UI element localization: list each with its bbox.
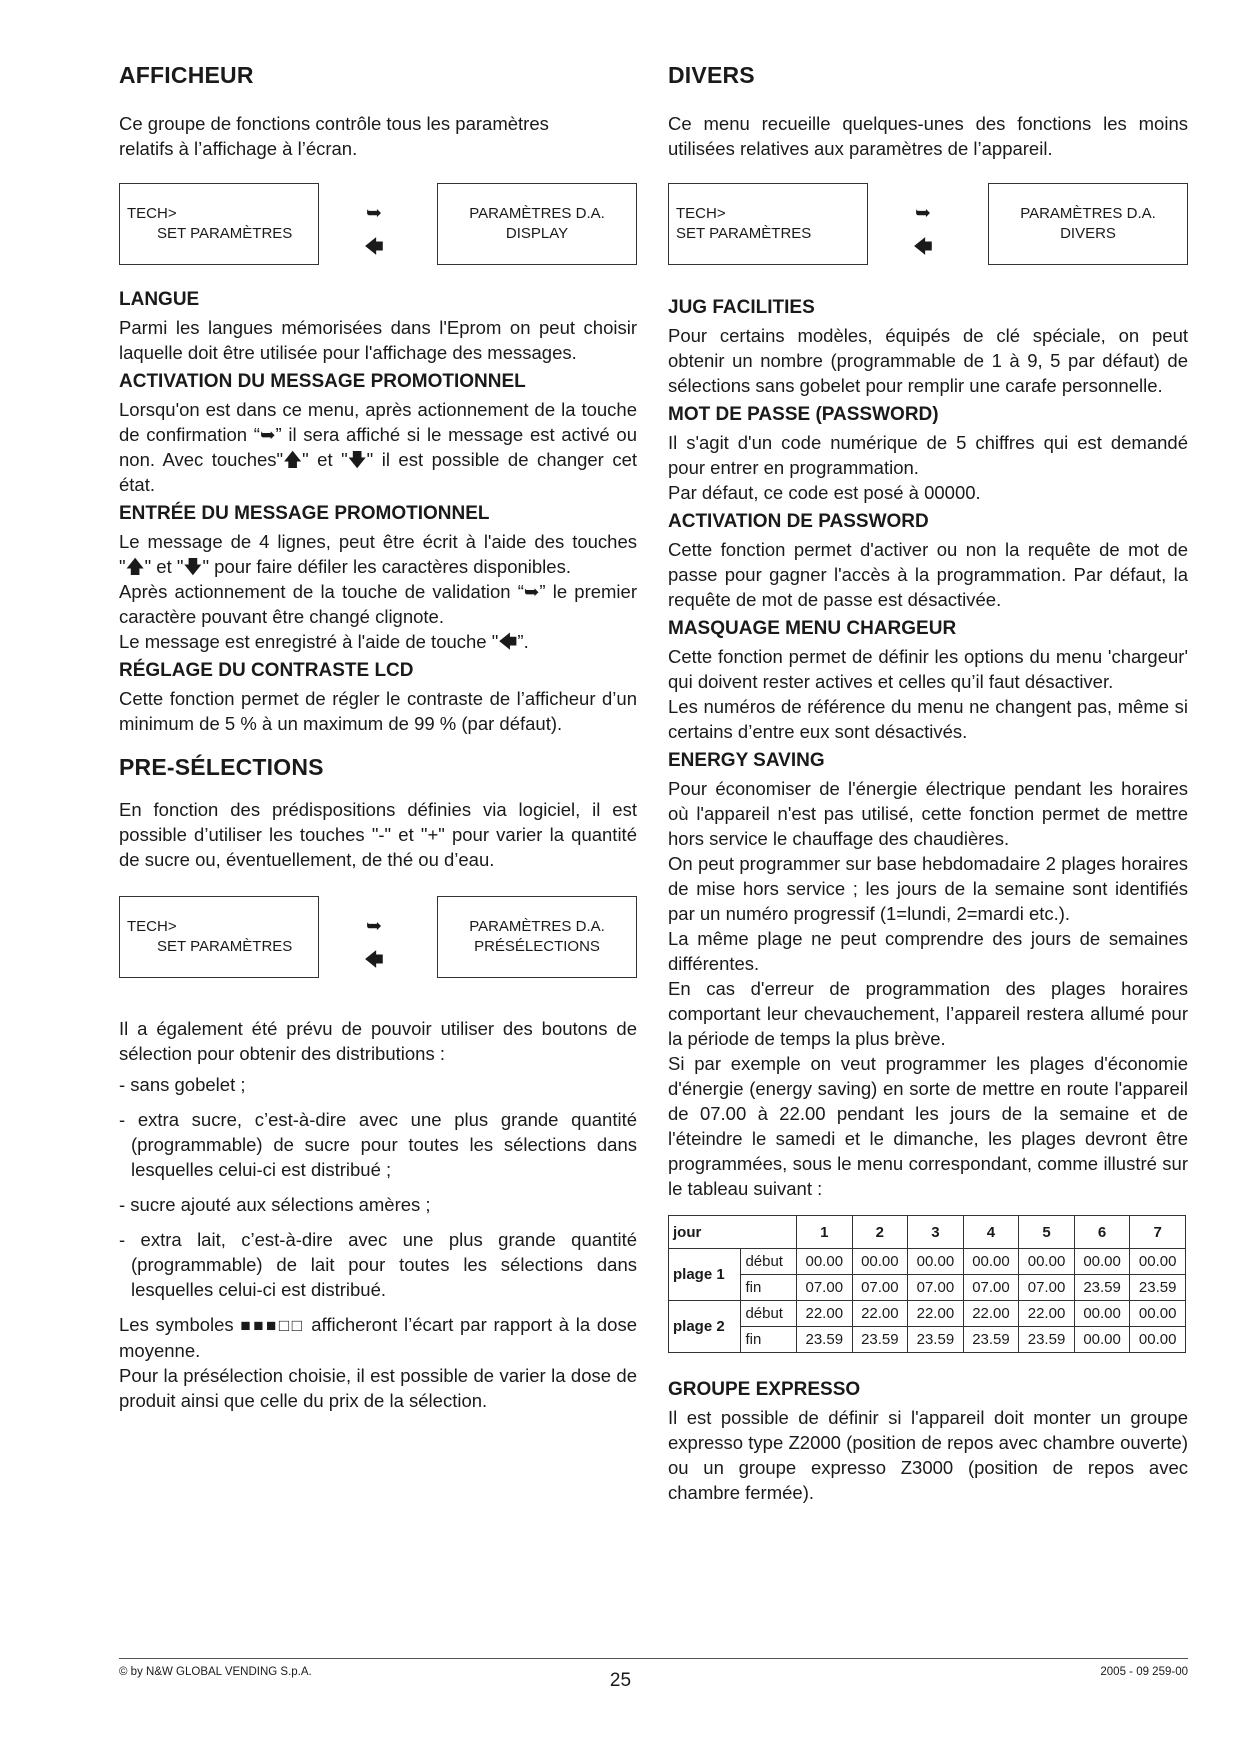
heading-act-password: ACTIVATION DE PASSWORD <box>668 511 929 532</box>
page-number: 25 <box>609 1670 632 1691</box>
text-preselections-b: Pour la présélection choisie, il est possible de varier la dose de produit ainsi que celle du prix de la sélection. <box>119 1365 637 1411</box>
row-label: début <box>741 1301 797 1327</box>
energy-para: En cas d'erreur de programmation des plages horaires comportant leur chevauchement, l’appareil restera allumé pour la période de temps la plus brève. <box>668 978 1188 1049</box>
table-header-day: 1 <box>797 1216 853 1249</box>
text-langue: Parmi les langues mémorisées dans l'Eprom on peut choisir laquelle doit être utilisée pour l'affichage des messages. <box>119 317 637 363</box>
table-cell: 00.00 <box>963 1249 1019 1275</box>
arrow-back-icon: 🡄 <box>913 237 933 258</box>
divers-intro: Ce menu recueille quelques-unes des fonctions les moins utilisées relatives aux paramètres de l’appareil. <box>668 113 1188 159</box>
table-cell: 07.00 <box>1019 1275 1075 1301</box>
text-symbols <box>119 1312 637 1363</box>
footer-rule <box>119 1658 1188 1659</box>
menu-box-params-line1: PARAMÈTRES D.A. <box>469 918 605 935</box>
afficheur-intro-line-1: Ce groupe de fonctions contrôle tous les paramètres <box>119 113 549 134</box>
arrow-enter-icon: ➥ <box>366 916 382 937</box>
afficheur-intro-line-2: relatifs à l’affichage à l’écran. <box>119 138 358 159</box>
text-jug: Pour certains modèles, équipés de clé spéciale, on peut obtenir un nombre (programmable de 1 à 9, 5 par défaut) de sélections sans gobelet pour remplir une carafe personnelle. <box>668 325 1188 396</box>
footer-doc-code: 2005 - 09 259-00 <box>1100 1666 1188 1678</box>
password-text1: Il s'agit d'un code numérique de 5 chiffres qui est demandé pour entrer en programmation. <box>668 432 1188 478</box>
table-cell: 23.59 <box>963 1327 1019 1353</box>
energy-schedule-table <box>668 1215 1186 1353</box>
table-cell: 23.59 <box>1074 1275 1130 1301</box>
menu-box-tech-line2: SET PARAMÈTRES <box>157 938 293 955</box>
list-item: - sucre ajouté aux sélections amères ; <box>119 1194 431 1215</box>
table-cell: 00.00 <box>1130 1301 1186 1327</box>
text-entree-promo <box>119 529 637 654</box>
arrow-back-icon: 🡄 <box>364 950 384 971</box>
table-header-day: 4 <box>963 1216 1019 1249</box>
distribution-list <box>119 1072 637 1302</box>
table-cell: 00.00 <box>1074 1249 1130 1275</box>
table-cell: 23.59 <box>797 1327 853 1353</box>
text-preselections-a: Il a également été prévu de pouvoir utiliser des boutons de sélection pour obtenir des distributions : <box>119 1018 637 1064</box>
list-item: - extra lait, c’est-à-dire avec une plus grande quantité (programmable) de lait pour toutes les sélections dans lesquelles celui-ci est distribué. <box>119 1229 637 1300</box>
table-cell: 23.59 <box>1019 1327 1075 1353</box>
heading-jug: JUG FACILITIES <box>668 297 815 318</box>
menu-box-params-line1: PARAMÈTRES D.A. <box>469 205 605 222</box>
menu-box-params-line2: DIVERS <box>1060 225 1116 242</box>
heading-expresso: GROUPE EXPRESSO <box>668 1379 861 1400</box>
energy-para: On peut programmer sur base hebdomadaire 2 plages horaires de mise hors service ; les jours de la semaine sont identifiés par un numéro progressif (1=lundi, 2=mardi etc.). <box>668 853 1188 924</box>
menu-arrows <box>364 197 384 265</box>
list-item: - extra sucre, c’est-à-dire avec une plus grande quantité (programmable) de sucre pour toutes les sélections dans lesquelles celui-ci est distribué ; <box>119 1109 637 1180</box>
energy-para: Si par exemple on veut programmer les plages d'économie d'énergie (energy saving) en sorte de mettre en route l'appareil de 07.00 à 22.00 pendant les jours de la semaine et de l'éteindre le samedi et le dimanche, les plages devront être programmées, sous le menu correspondant, comme illustré sur le tableau suivant : <box>668 1053 1188 1199</box>
menu-box-tech-line1: TECH> <box>127 205 177 222</box>
table-cell: 00.00 <box>852 1249 908 1275</box>
heading-contraste: RÉGLAGE DU CONTRASTE LCD <box>119 660 414 681</box>
table-cell: 07.00 <box>963 1275 1019 1301</box>
table-header-jour: jour <box>669 1216 797 1249</box>
heading-energy: ENERGY SAVING <box>668 750 825 771</box>
table-cell: 00.00 <box>1019 1249 1075 1275</box>
table-row <box>669 1327 1186 1353</box>
afficheur-intro <box>119 111 637 161</box>
section-title-divers: DIVERS <box>668 62 755 88</box>
menu-arrows <box>364 910 384 978</box>
energy-para: Pour économiser de l'énergie électrique pendant les horaires où l'appareil n'est pas utilisé, cette fonction permet de mettre hors service le chauffage des chaudières. <box>668 778 1188 849</box>
menu-box-params-line2: PRÉSÉLECTIONS <box>474 938 600 955</box>
table-header-day: 5 <box>1019 1216 1075 1249</box>
menu-box-tech-line1: TECH> <box>676 205 726 222</box>
heading-password: MOT DE PASSE (PASSWORD) <box>668 404 939 425</box>
table-cell: 00.00 <box>1130 1249 1186 1275</box>
menu-box-params <box>988 183 1188 265</box>
table-cell: 22.00 <box>908 1301 964 1327</box>
arrow-enter-icon: ➥ <box>366 203 382 224</box>
menu-box-params <box>437 896 637 978</box>
menu-box-tech <box>119 896 319 978</box>
footer-copyright: © by N&W GLOBAL VENDING S.p.A. <box>119 1666 312 1678</box>
menu-box-tech <box>668 183 868 265</box>
table-cell: 00.00 <box>1074 1301 1130 1327</box>
table-row <box>669 1275 1186 1301</box>
password-text2: Par défaut, ce code est posé à 00000. <box>668 482 981 503</box>
table-cell: 00.00 <box>1130 1327 1186 1353</box>
table-cell: 23.59 <box>1130 1275 1186 1301</box>
entree-promo-text1: Le message de 4 lignes, peut être écrit à l'aide des touches "🡅" et "🡇" pour faire défiler les caractères disponibles. <box>119 531 637 577</box>
menu-box-params-line2: DISPLAY <box>505 225 569 242</box>
symbols-before: Les symboles <box>119 1314 234 1335</box>
heading-masquage: MASQUAGE MENU CHARGEUR <box>668 618 957 639</box>
heading-entree-promo: ENTRÉE DU MESSAGE PROMOTIONNEL <box>119 503 490 524</box>
table-header-day: 7 <box>1130 1216 1186 1249</box>
table-cell: 23.59 <box>852 1327 908 1353</box>
symbols-after: afficheront l’écart par rapport à la dose moyenne. <box>119 1314 637 1361</box>
entree-promo-text2: Après actionnement de la touche de validation “➥” le premier caractère pouvant être changé clignote. <box>119 581 637 627</box>
table-cell: 22.00 <box>1019 1301 1075 1327</box>
table-cell: 00.00 <box>1074 1327 1130 1353</box>
heading-activation-promo: ACTIVATION DU MESSAGE PROMOTIONNEL <box>119 371 526 392</box>
heading-langue: LANGUE <box>119 289 200 310</box>
section-title-afficheur: AFFICHEUR <box>119 62 254 88</box>
row-label: début <box>741 1249 797 1275</box>
table-row <box>669 1249 1186 1275</box>
menu-box-params <box>437 183 637 265</box>
table-cell: 00.00 <box>908 1249 964 1275</box>
text-activation-promo: Lorsqu'on est dans ce menu, après actionnement de la touche de confirmation “➥” il sera affiché si le message est activé ou non. Avec touches"🡅" et "🡇" il est possible de changer cet état. <box>119 399 637 495</box>
table-cell: 22.00 <box>797 1301 853 1327</box>
plage-label: plage 1 <box>669 1249 741 1301</box>
menu-box-tech-line1: TECH> <box>127 918 177 935</box>
text-act-password: Cette fonction permet d'activer ou non la requête de mot de passe pour gagner l'accès à la programmation. Par défaut, la requête de mot de passe est désactivée. <box>668 539 1188 610</box>
text-preselections-intro: En fonction des prédispositions définies via logiciel, il est possible d’utiliser les touches "-" et "+" pour varier la quantité de sucre ou, éventuellement, de thé ou d’eau. <box>119 799 637 870</box>
text-contraste: Cette fonction permet de régler le contraste de l’afficheur d’un minimum de 5 % à un maximum de 99 % (par défaut). <box>119 688 637 734</box>
masquage-text2: Les numéros de référence du menu ne changent pas, même si certains d’entre eux sont désactivés. <box>668 696 1188 742</box>
menu-box-params-line1: PARAMÈTRES D.A. <box>1020 205 1156 222</box>
entree-promo-text3: Le message est enregistré à l'aide de touche "🡄”. <box>119 631 529 652</box>
menu-box-tech-line2: SET PARAMÈTRES <box>157 225 293 242</box>
text-energy <box>668 776 1188 1201</box>
left-column <box>119 62 637 1419</box>
table-cell: 07.00 <box>852 1275 908 1301</box>
text-password <box>668 430 1188 505</box>
row-label: fin <box>741 1327 797 1353</box>
menu-panel-preselections <box>119 896 637 982</box>
row-label: fin <box>741 1275 797 1301</box>
list-item: - sans gobelet ; <box>119 1074 246 1095</box>
table-cell: 22.00 <box>963 1301 1019 1327</box>
arrow-back-icon: 🡄 <box>364 237 384 258</box>
table-row <box>669 1301 1186 1327</box>
table-cell: 07.00 <box>908 1275 964 1301</box>
right-column <box>668 62 1188 1511</box>
table-header-day: 2 <box>852 1216 908 1249</box>
menu-arrows <box>913 197 933 265</box>
table-header-day: 3 <box>908 1216 964 1249</box>
table-cell: 22.00 <box>852 1301 908 1327</box>
menu-box-tech-line2: SET PARAMÈTRES <box>676 225 812 242</box>
plage-label: plage 2 <box>669 1301 741 1353</box>
menu-panel-divers <box>668 183 1188 269</box>
text-masquage <box>668 644 1188 744</box>
table-cell: 07.00 <box>797 1275 853 1301</box>
table-cell: 23.59 <box>908 1327 964 1353</box>
table-row <box>669 1216 1186 1249</box>
section-title-preselections: PRE-SÉLECTIONS <box>119 754 324 780</box>
table-cell: 00.00 <box>797 1249 853 1275</box>
energy-para: La même plage ne peut comprendre des jours de semaines différentes. <box>668 928 1188 974</box>
table-header-day: 6 <box>1074 1216 1130 1249</box>
masquage-text1: Cette fonction permet de définir les options du menu 'chargeur' qui doivent rester actives et celles qu’il faut désactiver. <box>668 646 1188 692</box>
menu-panel-display <box>119 183 637 269</box>
arrow-enter-icon: ➥ <box>915 203 931 224</box>
text-expresso: Il est possible de définir si l'appareil doit monter un groupe expresso type Z2000 (position de repos avec chambre ouverte) ou un groupe expresso Z3000 (position de repos avec chambre fermée). <box>668 1407 1188 1503</box>
level-symbols-icon: ■■■□□ <box>240 1316 305 1335</box>
menu-box-tech <box>119 183 319 265</box>
